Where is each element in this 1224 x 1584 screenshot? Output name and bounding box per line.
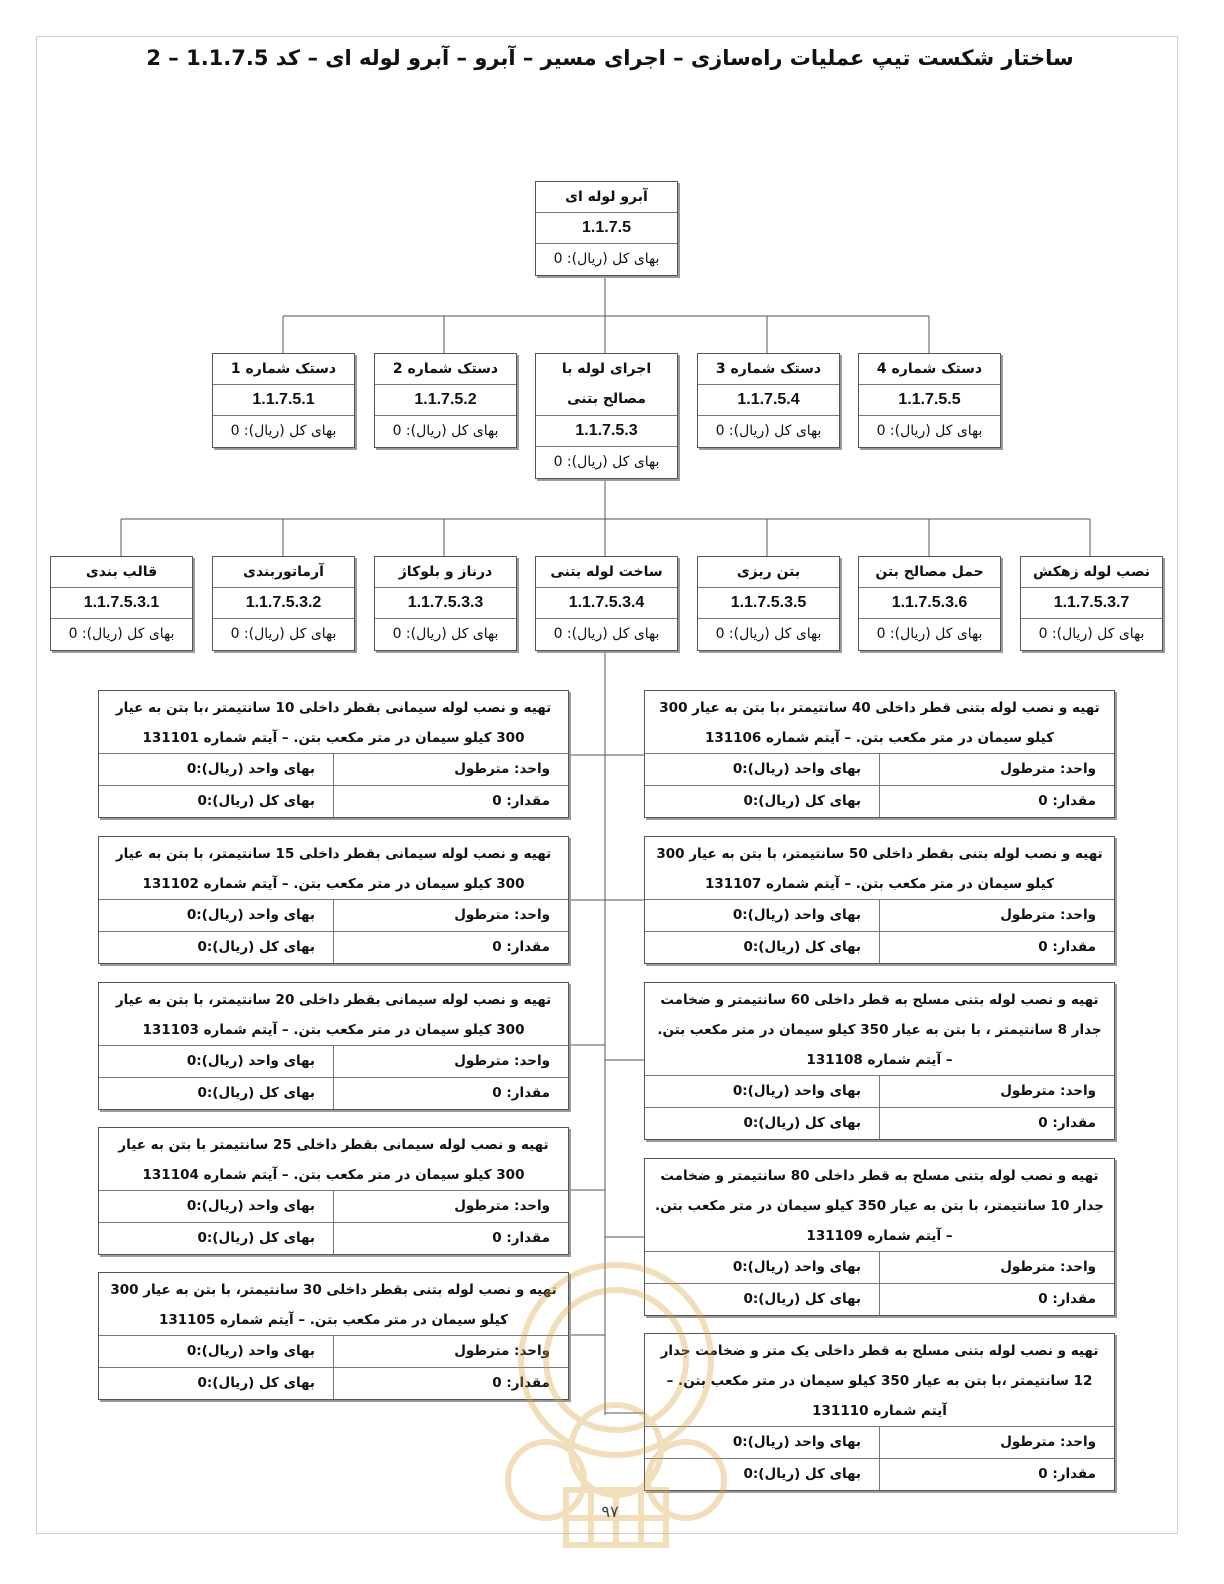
item-unit: واحد: مترطول <box>879 1252 1114 1283</box>
item-131107 <box>644 836 1115 964</box>
node-name: دستک شماره 2 <box>375 354 516 385</box>
item-total: بهای کل (ریال):0 <box>743 1466 861 1482</box>
item-unit-price: بهای واحد (ریال):0 <box>732 1434 861 1450</box>
item-unit: واحد: مترطول <box>333 754 568 785</box>
item-unit-price: بهای واحد (ریال):0 <box>732 1259 861 1275</box>
node-cost: بهای کل (ریال): 0 <box>553 454 660 470</box>
item-quantity: مقدار: 0 <box>879 1284 1114 1315</box>
node-code: 1.1.7.5.3.1 <box>51 588 192 619</box>
node-code: 1.1.7.5.1 <box>213 385 354 416</box>
level2-node-concreting <box>697 556 840 651</box>
item-unit: واحد: مترطول <box>333 900 568 931</box>
level2-node-drainage-blockage <box>374 556 517 651</box>
item-quantity: مقدار: 0 <box>879 1459 1114 1490</box>
node-name: ساخت لوله بتنی <box>536 557 677 588</box>
node-name: نصب لوله زهکش <box>1021 557 1162 588</box>
node-cost: بهای کل (ریال): 0 <box>876 423 983 439</box>
node-code: 1.1.7.5.3.3 <box>375 588 516 619</box>
item-quantity: مقدار: 0 <box>879 786 1114 817</box>
node-cost: بهای کل (ریال): 0 <box>68 626 175 642</box>
node-code: 1.1.7.5.3 <box>536 416 677 447</box>
node-name: قالب بندی <box>51 557 192 588</box>
item-total: بهای کل (ریال):0 <box>743 1291 861 1307</box>
node-name: دستک شماره 4 <box>859 354 1000 385</box>
node-cost: بهای کل (ریال): 0 <box>715 423 822 439</box>
item-description: تهیه و نصب لوله بتنی قطر داخلی 40 سانتیمتر ،با بتن به عیار 300 کیلو سیمان در متر مکعب بتن. – آیتم شماره 131106 <box>645 691 1114 754</box>
level1-node-dastak-4 <box>858 353 1001 448</box>
node-cost: بهای کل (ریال): 0 <box>553 626 660 642</box>
item-unit: واحد: مترطول <box>879 1427 1114 1458</box>
item-131106 <box>644 690 1115 818</box>
item-unit: واحد: مترطول <box>879 900 1114 931</box>
node-code: 1.1.7.5.5 <box>859 385 1000 416</box>
item-131103 <box>98 982 569 1110</box>
node-code: 1.1.7.5.3.6 <box>859 588 1000 619</box>
node-name: دستک شماره 1 <box>213 354 354 385</box>
node-name: اجرای لوله با مصالح بتنی <box>536 354 677 416</box>
level1-node-concrete-pipe <box>535 353 678 479</box>
node-cost: بهای کل (ریال): 0 <box>230 423 337 439</box>
node-name: آرماتوربندی <box>213 557 354 588</box>
node-cost: بهای کل (ریال): 0 <box>715 626 822 642</box>
item-unit-price: بهای واحد (ریال):0 <box>732 907 861 923</box>
node-name: درناز و بلوکاژ <box>375 557 516 588</box>
node-cost: بهای کل (ریال): 0 <box>230 626 337 642</box>
node-code: 1.1.7.5.3.5 <box>698 588 839 619</box>
item-unit-price: بهای واحد (ریال):0 <box>186 1198 315 1214</box>
node-name: بتن ریزی <box>698 557 839 588</box>
item-total: بهای کل (ریال):0 <box>743 939 861 955</box>
item-unit-price: بهای واحد (ریال):0 <box>186 761 315 777</box>
node-cost: بهای کل (ریال): 0 <box>1038 626 1145 642</box>
page-number: ۹۷ <box>601 1502 619 1521</box>
item-quantity: مقدار: 0 <box>333 786 568 817</box>
item-quantity: مقدار: 0 <box>333 932 568 963</box>
item-unit: واحد: مترطول <box>333 1191 568 1222</box>
item-unit: واحد: مترطول <box>333 1336 568 1367</box>
item-unit-price: بهای واحد (ریال):0 <box>186 1053 315 1069</box>
item-total: بهای کل (ریال):0 <box>197 939 315 955</box>
item-description: تهیه و نصب لوله سیمانی بقطر داخلی 25 سانتیمتر با بتن به عیار 300 کیلو سیمان در متر مکعب بتن. – آیتم شماره 131104 <box>99 1128 568 1191</box>
node-cost: بهای کل (ریال): 0 <box>392 626 499 642</box>
node-code: 1.1.7.5.4 <box>698 385 839 416</box>
item-total: بهای کل (ریال):0 <box>743 1115 861 1131</box>
node-code: 1.1.7.5.3.2 <box>213 588 354 619</box>
item-131108 <box>644 982 1115 1140</box>
item-description: تهیه و نصب لوله بتنی مسلح به قطر داخلی یک متر و ضخامت جدار 12 سانتیمتر ،با بتن به عیار 350 کیلو سیمان در متر مکعب بتن. – آیتم شماره 131110 <box>645 1334 1114 1427</box>
item-unit: واحد: مترطول <box>333 1046 568 1077</box>
level2-node-pipe-fabrication <box>535 556 678 651</box>
node-cost: بهای کل (ریال): 0 <box>876 626 983 642</box>
item-131101 <box>98 690 569 818</box>
item-description: تهیه و نصب لوله سیمانی بقطر داخلی 20 سانتیمتر، با بتن به عیار 300 کیلو سیمان در متر مکعب بتن. – آیتم شماره 131103 <box>99 983 568 1046</box>
item-unit-price: بهای واحد (ریال):0 <box>186 1343 315 1359</box>
item-unit-price: بهای واحد (ریال):0 <box>186 907 315 923</box>
item-131104 <box>98 1127 569 1255</box>
level2-node-material-transport <box>858 556 1001 651</box>
level1-node-dastak-3 <box>697 353 840 448</box>
item-description: تهیه و نصب لوله بتنی بقطر داخلی 30 سانتیمتر، با بتن به عیار 300 کیلو سیمان در متر مکعب بتن. – آیتم شماره 131105 <box>99 1273 568 1336</box>
item-description: تهیه و نصب لوله بتنی مسلح به قطر داخلی 80 سانتیمتر و ضخامت جدار 10 سانتیمتر، با بتن به عیار 350 کیلو سیمان در متر مکعب بتن. – آیتم شماره 131109 <box>645 1159 1114 1252</box>
item-total: بهای کل (ریال):0 <box>743 793 861 809</box>
node-cost: بهای کل (ریال): 0 <box>392 423 499 439</box>
node-code: 1.1.7.5.3.4 <box>536 588 677 619</box>
item-total: بهای کل (ریال):0 <box>197 1375 315 1391</box>
item-unit-price: بهای واحد (ریال):0 <box>732 761 861 777</box>
node-cost: بهای کل (ریال): 0 <box>553 251 660 267</box>
node-name: آبرو لوله ای <box>536 182 677 213</box>
item-quantity: مقدار: 0 <box>879 1108 1114 1139</box>
item-unit: واحد: مترطول <box>879 754 1114 785</box>
item-description: تهیه و نصب لوله سیمانی بقطر داخلی 15 سانتیمتر، با بتن به عیار 300 کیلو سیمان در متر مکعب بتن. – آیتم شماره 131102 <box>99 837 568 900</box>
node-name: حمل مصالح بتن <box>859 557 1000 588</box>
item-quantity: مقدار: 0 <box>333 1223 568 1254</box>
node-code: 1.1.7.5 <box>536 213 677 244</box>
item-total: بهای کل (ریال):0 <box>197 793 315 809</box>
level2-node-reinforcement <box>212 556 355 651</box>
item-description: تهیه و نصب لوله بتنی مسلح به قطر داخلی 60 سانتیمتر و ضخامت جدار 8 سانتیمتر ، با بتن به عیار 350 کیلو سیمان در متر مکعب بتن. – آیتم شماره 131108 <box>645 983 1114 1076</box>
item-description: تهیه و نصب لوله سیمانی بقطر داخلی 10 سانتیمتر ،با بتن به عیار 300 کیلو سیمان در متر مکعب بتن. – آیتم شماره 131101 <box>99 691 568 754</box>
level2-node-drain-pipe <box>1020 556 1163 651</box>
node-name: دستک شماره 3 <box>698 354 839 385</box>
item-131102 <box>98 836 569 964</box>
node-code: 1.1.7.5.2 <box>375 385 516 416</box>
node-code: 1.1.7.5.3.7 <box>1021 588 1162 619</box>
level1-node-dastak-2 <box>374 353 517 448</box>
root-node <box>535 181 678 276</box>
item-unit-price: بهای واحد (ریال):0 <box>732 1083 861 1099</box>
item-total: بهای کل (ریال):0 <box>197 1085 315 1101</box>
item-unit: واحد: مترطول <box>879 1076 1114 1107</box>
item-quantity: مقدار: 0 <box>879 932 1114 963</box>
item-description: تهیه و نصب لوله بتنی بقطر داخلی 50 سانتیمتر، با بتن به عیار 300 کیلو سیمان در متر مکعب بتن. – آیتم شماره 131107 <box>645 837 1114 900</box>
item-quantity: مقدار: 0 <box>333 1368 568 1399</box>
level1-node-dastak-1 <box>212 353 355 448</box>
page-title: ساختار شکست تیپ عملیات راه‌سازی – اجرای مسیر – آبرو – آبرو لوله ای – کد 1.1.7.5 – 2 <box>146 46 1074 70</box>
item-total: بهای کل (ریال):0 <box>197 1230 315 1246</box>
level2-node-formwork <box>50 556 193 651</box>
item-quantity: مقدار: 0 <box>333 1078 568 1109</box>
